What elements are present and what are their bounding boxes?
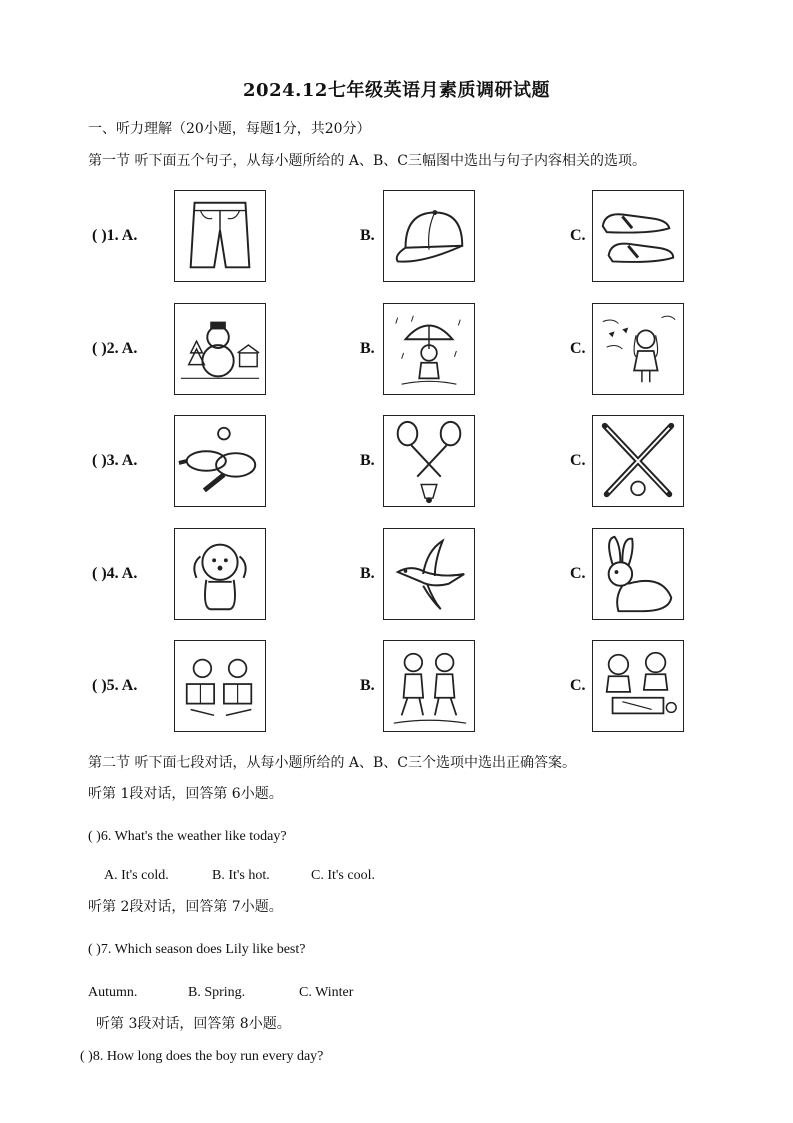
option-b-label: B. xyxy=(360,452,375,469)
q6-option-a[interactable]: A. It's cold. xyxy=(104,868,169,883)
option-b-label: B. xyxy=(360,677,375,694)
option-b-label: B. xyxy=(360,227,375,244)
option-a-image[interactable] xyxy=(174,640,266,732)
walking-kids-icon xyxy=(384,641,474,731)
option-a-image[interactable] xyxy=(174,528,266,620)
option-c-image[interactable] xyxy=(592,303,684,395)
option-c-label: C. xyxy=(570,340,586,357)
drawing-kids-icon xyxy=(593,641,683,731)
part1-instruction: 第一节 听下面五个句子，从每小题所给的 A、B、C三幅图中选出与句子内容相关的选项。 xyxy=(88,153,647,169)
reading-kids-icon xyxy=(175,641,265,731)
option-a-image[interactable] xyxy=(174,415,266,507)
page-title: 2024.12七年级英语月素质调研试题 xyxy=(243,80,550,101)
question-7: ( )7. Which season does Lily like best? xyxy=(88,942,306,957)
ping-pong-icon xyxy=(175,416,265,506)
rain-girl-icon xyxy=(384,304,474,394)
option-b-image[interactable] xyxy=(383,528,475,620)
option-a-image[interactable] xyxy=(174,303,266,395)
snowman-icon xyxy=(175,304,265,394)
shorts-icon xyxy=(175,191,265,281)
option-c-image[interactable] xyxy=(592,528,684,620)
q6-option-c[interactable]: C. It's cool. xyxy=(311,868,375,883)
option-b-label: B. xyxy=(360,340,375,357)
question-8: ( )8. How long does the boy run every day? xyxy=(80,1049,324,1064)
question-label: ( )4. A. xyxy=(92,565,138,582)
bird-icon xyxy=(384,529,474,619)
option-c-image[interactable] xyxy=(592,415,684,507)
option-b-label: B. xyxy=(360,565,375,582)
q7-option-c[interactable]: C. Winter xyxy=(299,985,354,1000)
dialog-intro: 听第 2段对话，回答第 7小题。 xyxy=(88,899,283,915)
badminton-icon xyxy=(384,416,474,506)
shoes-icon xyxy=(593,191,683,281)
q6-option-b[interactable]: B. It's hot. xyxy=(212,868,270,883)
option-a-image[interactable] xyxy=(174,190,266,282)
option-b-image[interactable] xyxy=(383,640,475,732)
q7-option-b[interactable]: B. Spring. xyxy=(188,985,246,1000)
dog-icon xyxy=(175,529,265,619)
option-c-label: C. xyxy=(570,227,586,244)
rabbit-icon xyxy=(593,529,683,619)
option-c-image[interactable] xyxy=(592,190,684,282)
baseball-icon xyxy=(593,416,683,506)
question-label: ( )2. A. xyxy=(92,340,138,357)
option-b-image[interactable] xyxy=(383,190,475,282)
section-heading: 一、听力理解（20小题，每题1分，共20分） xyxy=(88,121,371,137)
option-b-image[interactable] xyxy=(383,415,475,507)
dialog-intro: 听第 3段对话，回答第 8小题。 xyxy=(96,1016,291,1032)
question-label: ( )1. A. xyxy=(92,227,138,244)
question-6: ( )6. What's the weather like today? xyxy=(88,829,287,844)
option-c-label: C. xyxy=(570,565,586,582)
option-b-image[interactable] xyxy=(383,303,475,395)
cap-icon xyxy=(384,191,474,281)
option-c-image[interactable] xyxy=(592,640,684,732)
dialog-intro: 听第 1段对话，回答第 6小题。 xyxy=(88,786,283,802)
option-c-label: C. xyxy=(570,677,586,694)
q7-option-a[interactable]: Autumn. xyxy=(88,985,138,1000)
question-label: ( )5. A. xyxy=(92,677,138,694)
option-c-label: C. xyxy=(570,452,586,469)
part2-instruction: 第二节 听下面七段对话，从每小题所给的 A、B、C三个选项中选出正确答案。 xyxy=(88,755,577,771)
question-label: ( )3. A. xyxy=(92,452,138,469)
windy-girl-icon xyxy=(593,304,683,394)
